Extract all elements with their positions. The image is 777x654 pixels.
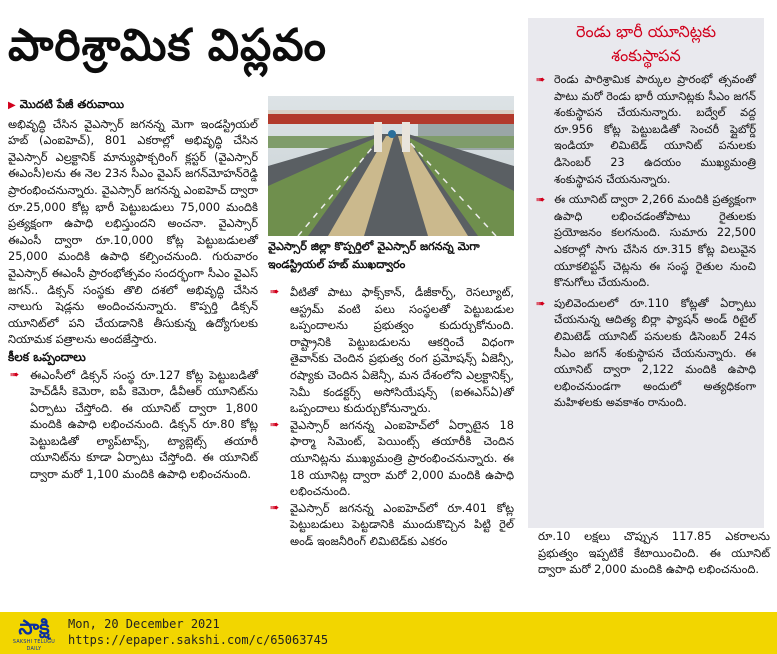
list-item: ➠ వైఎస్సార్ జగనన్న ఎంఐహెచ్‌లో ఏర్పాటైన 18 ఫార్మా సిమెంట్, పెయింట్స్ తయారీకి చెందిన యూనిట్లను ముఖ్యమంత్రి ప్రారంభించనున్నారు. ఈ 18 యూనిట్ల ద్వారా మరో 2,000 మందికి ఉపాధి లభించనుంది. <box>270 417 514 499</box>
headline: పారిశ్రామిక విప్లవం <box>8 20 327 71</box>
footer-info <box>68 616 328 648</box>
sidebar-body <box>534 72 756 416</box>
article-column-2 <box>268 284 514 550</box>
sidebar-box <box>528 18 764 528</box>
epaper-footer <box>0 612 777 654</box>
road-gateway-photo <box>268 96 514 236</box>
sakshi-logo: సాక్షి SAKSHI TELUGU DAILY <box>12 615 56 652</box>
arrow-bullet-icon: ➠ <box>270 417 280 431</box>
list-item: ➠ ఈఎంసీలో డిక్సన్ సంస్థ రూ.127 కోట్ల పెట్టుబడితో హెచ్‌డీసీ కెమెరా, ఐపీ కెమెరా, డీవీఆర్ యూనిట్‌ను ఏర్పాటు చేస్తోంది. ఈ యూనిట్ ద్వారా 1,800 మందికి ఉపాధి లభించనుంది. డిక్సన్ రూ.80 కోట్ల పెట్టుబడితో ల్యాప్‌టాప్స్, ట్యాబ్లెట్స్ తయారీ యూనిట్‌ను కూడా ఏర్పాటు చేస్తోంది. ఈ యూనిట్ ద్వారా మరో 1,100 మందికి ఉపాధి లభించనుంది. <box>10 367 258 482</box>
bullet-list <box>268 284 514 550</box>
arrow-bullet-icon: ➠ <box>270 500 280 514</box>
article-column-3-continued: రూ.10 లక్షలు చొప్పున 117.85 ఎకరాలను ప్రభుత్వం ఇప్పటికే కేటాయించింది. ఈ యూనిట్ ద్వారా మరో 2,000 మందికి ఉపాధి లభించనుంది. <box>538 529 770 577</box>
news-photo <box>268 96 514 236</box>
photo-caption: వైఎస్సార్ జిల్లా కొప్పర్తిలో వైఎస్సార్ జగనన్న మెగా ఇండస్ట్రియల్ హబ్ ముఖద్వారం <box>268 240 480 271</box>
sidebar-title: రెండు భారీ యూనిట్లకు శంకుస్థాపన <box>575 22 717 65</box>
list-item: ➠ వీటితో పాటు ఫాక్స్‌కాన్, డీజీకార్ప్, రెసల్యూట్, ఆస్ట్రమ్ వంటి పలు సంస్థలతో పెట్టుబడుల ఒప్పందాలను ప్రభుత్వం కుదుర్చుకోనుంది. రాష్ట్రానికి పెట్టుబడులను ఆకర్షించే విధంగా తైవాన్‌కు చెందిన ప్రభుత్వ రంగ ప్రమోషన్స్ ఏజెన్సీ, రష్యాకు చెందిన ఏజెన్సీ, మన దేశంలోని ఎల్రక్టానిక్స్, సెమీ కండక్టర్స్ అసోసియేషన్స్ (ఐఈఎస్ఏ)తో ఒప్పందాలు కుదుర్చుకోనున్నారు. <box>270 285 514 416</box>
bullet-list <box>8 367 258 483</box>
arrow-bullet-icon: ➠ <box>536 73 546 86</box>
list-item: ➠ వైఎస్సార్ జగనన్న ఎంఐహెచ్‌లో రూ.401 కోట్ల పెట్టుబడులు పెట్టడానికి ముందుకొచ్చిన పిట్టి రైల్ అండ్ ఇంజనీరింగ్ లిమిటెడ్‌కు ఎకరం <box>270 500 514 548</box>
article-url[interactable]: https://epaper.sakshi.com/c/65063745 <box>68 633 329 647</box>
arrow-bullet-icon: ➠ <box>270 285 280 298</box>
list-item: ➠ రెండు పారిశ్రామిక పార్కుల ప్రారంభో త్సవంతో పాటు మరో రెండు భారీ యూనిట్లకు సీఎం జగన్ శంకుస్థాపన చేయనున్నారు. బద్వేల్ వద్ద రూ.956 కోట్ల పెట్టుబడితో సెంచరీ ప్లైబోర్డ్ ఇండియా లిమిటెడ్ యూనిట్ పనులకు డిసెంబర్ 23 ఉదయం ముఖ్యమంత్రి శంకుస్థాపన చేయనున్నారు. <box>536 73 756 186</box>
arrow-bullet-icon: ➠ <box>536 296 546 310</box>
arrow-bullet-icon: ➠ <box>10 367 20 381</box>
arrow-bullet-icon: ➠ <box>536 193 546 207</box>
list-item: ➠ పులివెందులలో రూ.110 కోట్లతో ఏర్పాటు చేయనున్న ఆదిత్య బిర్లా ఫ్యాషన్ అండ్ రిటైల్ లిమిటెడ్ యూనిట్ పనులకు డిసెంబర్ 24న సీఎం జగన్ శంకుస్థాపన చేయనున్నారు. ఈ యూనిట్ ద్వారా 2,122 మందికి ఉపాధి లభించనుండగా అందులో అత్యధికంగా మహిళలకు అవకాశం రానుంది. <box>536 296 756 410</box>
edition-date: Mon, 20 December 2021 <box>68 617 220 631</box>
article-paragraph: అభివృద్ధి చేసిన వైఎస్సార్ జగనన్న మెగా ఇండస్ట్రియల్ హబ్ (ఎంఐహెచ్), 801 ఎకరాల్లో అభివృద్ధి చేసిన వైఎస్సార్ ఎల్రక్టానిక్ మాన్యుఫాక్చరింగ్ క్లస్టర్ (వైఎస్సార్ ఈఎంసీ)లను ఈ నెల 23న సీఎం వైఎస్ జగన్‌మోహన్‌రెడ్డి ప్రారంభించనున్నారు. వైఎస్సార్ జగనన్న ఎంఐహెచ్ ద్వారా రూ.25,000 కోట్ల భారీ పెట్టుబడులు 75,000 మందికి ప్రత్యక్షంగా ఉపాధి లభిస్తుందని అంచనా. వైఎస్సార్ ఈఎంసీ ద్వారా రూ.10,000 కోట్ల పెట్టుబడులతో 25,000 మందికి ఉపాధి కల్పించనుంది. గురువారం వైఎస్సార్ ఈఎంసీ ప్రారంభోత్సవం సందర్భంగా సీఎం వైఎస్ జగన్.. డిక్సన్ సంస్థకు తొలి దశలో అభివృద్ధి చేసిన నాలుగు షెడ్లను అందించనున్నారు. కొప్పర్తి డిక్సన్ యూనిట్‌లో పని చేయడానికి తీసుకున్న ఉద్యోగులకు నియామక పత్రాలను అందజేస్తారు. <box>8 116 258 347</box>
triangle-icon: ▶ <box>8 100 16 111</box>
continuation-label: ▶ మొదటి పేజీ తరువాయి <box>8 97 125 111</box>
section-subhead: కీలక ఒప్పందాలు <box>8 349 86 364</box>
article-column-1 <box>8 96 258 483</box>
bullet-list <box>534 72 756 412</box>
list-item: ➠ ఈ యూనిట్ ద్వారా 2,266 మందికి ప్రత్యక్షంగా ఉపాధి లభించడంతోపాటు రైతులకు ప్రయోజనం కలగనుంది. సుమారు 22,500 ఎకరాల్లో సాగు చేసిన రూ.315 కోట్ల విలువైన యూకలిప్టస్ చెట్లను ఈ సంస్థ రైతుల నుంచి కొనుగోలు చేయనుంది. <box>536 193 756 290</box>
